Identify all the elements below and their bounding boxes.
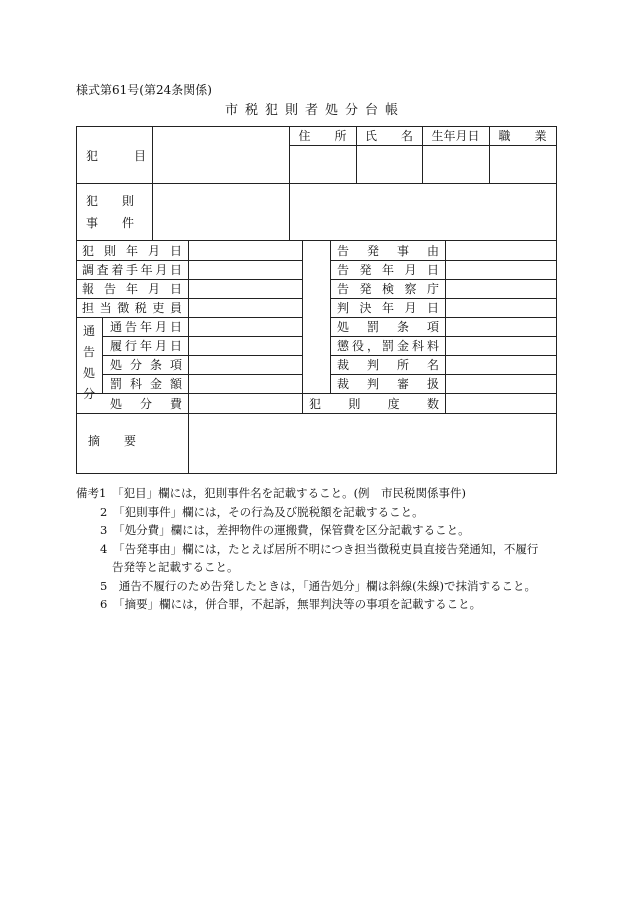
tax-officer-label: 担当徴税吏員	[82, 301, 182, 315]
investigation-date-label: 調査着手年月日	[82, 263, 182, 277]
notes-section	[76, 484, 538, 614]
notice-disposition-label-1: 通	[83, 324, 96, 338]
note-3: 3 「処分費」欄には，差押物件の運搬費，保管費を区分記載すること。	[100, 523, 470, 537]
name-header: 氏 名	[364, 129, 413, 143]
remarks-label: 摘 要	[88, 434, 137, 448]
penalty-clause-label: 処罰条項	[337, 320, 439, 334]
note-5: 5 通告不履行のため告発したときは，「通告処分」欄は斜線(朱線)で抹消すること。	[100, 578, 537, 593]
offense-label: 犯 則	[86, 194, 135, 208]
note-6: 6 「摘要」欄には，併合罪，不起訴，無罪判決等の事項を記載すること。	[100, 597, 482, 611]
page-title: 市税犯則者処分台帳	[224, 103, 405, 118]
notice-disposition-label-4: 分	[83, 387, 96, 401]
notice-disposition-label-3: 処	[83, 366, 96, 380]
occupation-header: 職 業	[498, 129, 547, 143]
note-1: 備考1 「犯目」欄には，犯則事件名を記載すること。(例 市民税関係事件)	[76, 486, 467, 500]
birthdate-header: 生年月日	[431, 129, 480, 143]
trial-handling-label: 裁判審扱	[337, 377, 439, 391]
offense-date-label: 犯則年月日	[82, 244, 182, 258]
note-4-continued: 告発等と記載すること。	[112, 560, 239, 574]
disposition-cost-label: 処分費	[110, 397, 182, 411]
notice-date-label: 通告年月日	[110, 320, 182, 334]
penalty-type-label: 懲役，罰金科料	[337, 339, 439, 353]
form-border	[77, 127, 557, 474]
offense-count-label: 犯則度数	[309, 397, 439, 411]
address-header: 住 所	[298, 129, 347, 143]
report-date-label: 報告年月日	[82, 282, 182, 296]
notice-disposition-label-2: 告	[83, 345, 96, 359]
accusation-date-label: 告発年月日	[337, 263, 439, 277]
case-label: 事 件	[86, 216, 135, 230]
performance-date-label: 履行年月日	[110, 339, 182, 353]
prosecutor-office-label: 告発検察庁	[337, 282, 439, 296]
judgment-date-label: 判決年月日	[337, 301, 439, 315]
note-4: 4 「告発事由」欄には，たとえば居所不明につき担当徴税吏員直接告発通知，不履行	[100, 541, 539, 556]
offense-item-label: 犯 目	[86, 149, 147, 163]
disposition-clause-label: 処分条項	[110, 358, 182, 372]
form-number: 様式第61号(第24条関係)	[76, 83, 212, 97]
court-name-label: 裁判所名	[337, 358, 439, 372]
fine-amount-label: 罰科金額	[110, 377, 182, 391]
note-2: 2 「犯則事件」欄には，その行為及び脱税額を記載すること。	[100, 504, 424, 519]
accusation-reason-label: 告発事由	[337, 244, 439, 258]
